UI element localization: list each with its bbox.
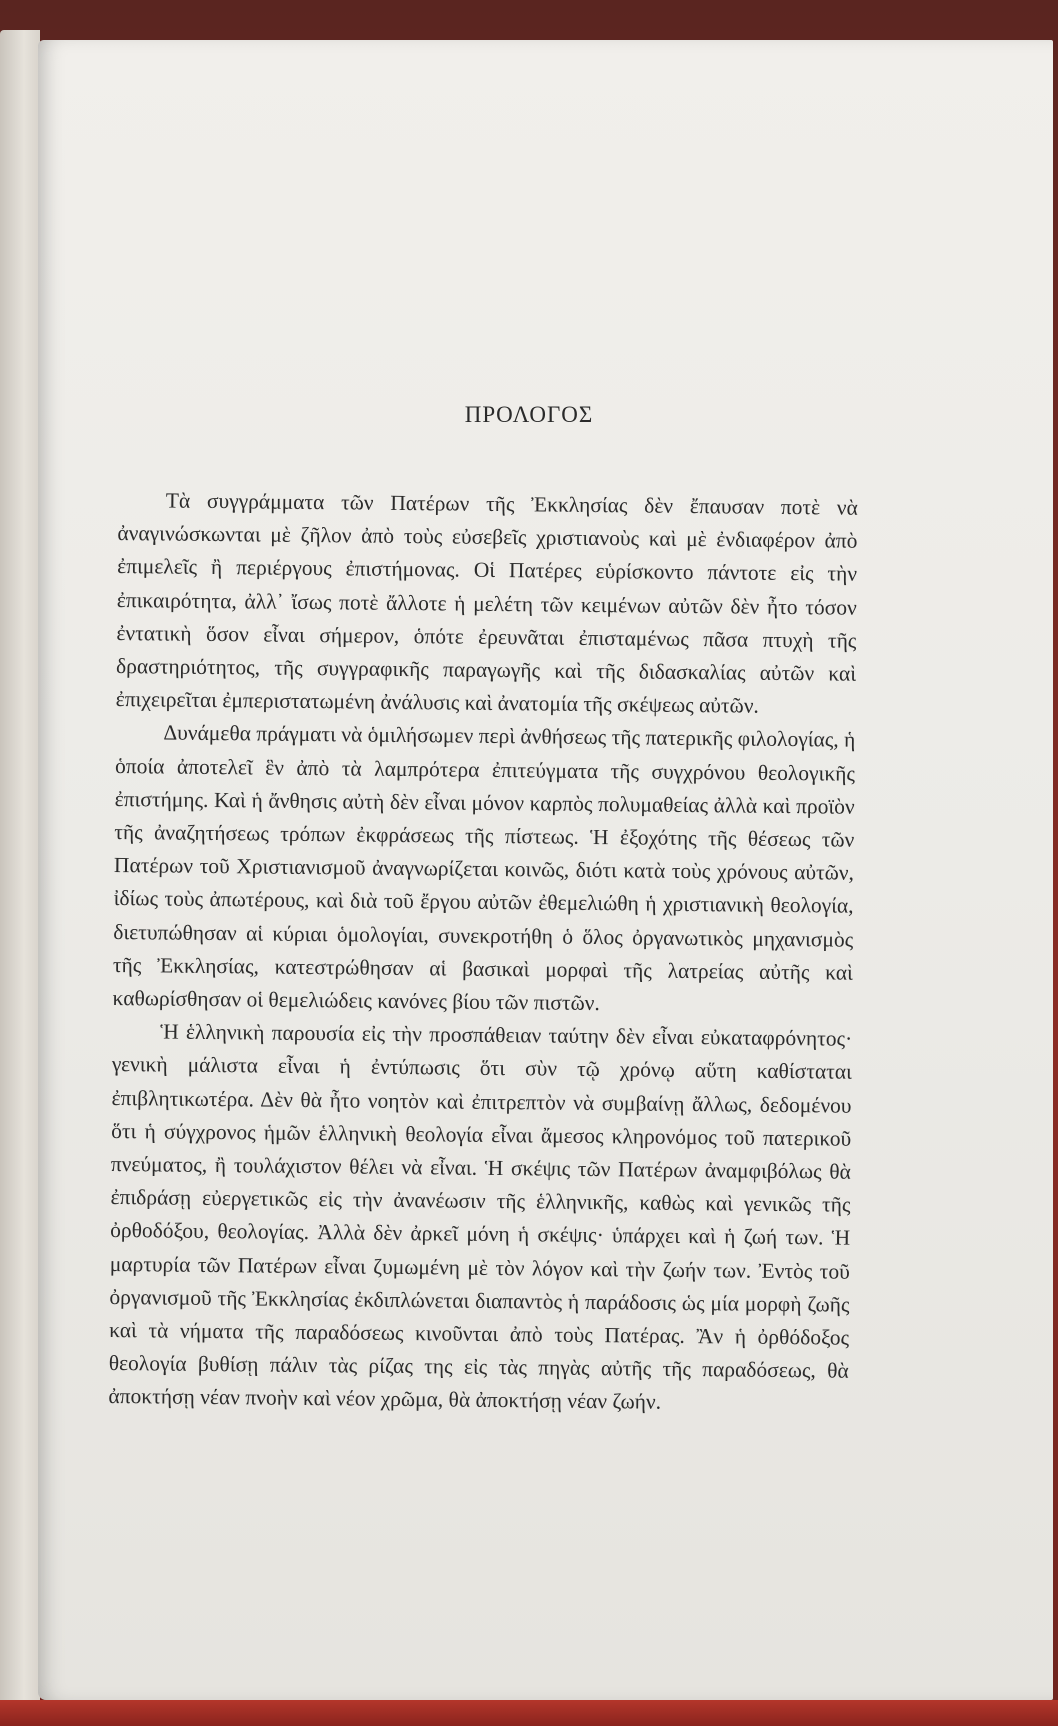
paragraph-1: Τὰ συγγράμματα τῶν Πατέρων τῆς Ἐκκλησίας δὲν ἔπαυσαν ποτὲ νὰ ἀναγινώσκωνται μὲ ζῆλον ἀπὸ τοὺς εὐσεβεῖς χριστιανοὺς καὶ μὲ ἐνδιαφέρον ἀπὸ ἐπιμελεῖς ἢ περιέργους ἐπιστήμονας. Οἱ Πατέρες εὑρίσκοντο πάντοτε εἰς τὴν ἐπικαιρότητα, ἀλλ᾽ ἴσως ποτὲ ἄλλοτε ἡ μελέτη τῶν κειμένων αὐτῶν δὲν ἦτο τόσον ἐντατικὴ ὅσον εἶναι σήμερον, ὁπότε ἐρευνᾶται ἐπισταμένως πᾶσα πτυχὴ τῆς δραστηριότητος, τῆς συγγραφικῆς παραγωγῆς καὶ τῆς διδασκαλίας αὐτῶν καὶ ἐπιχειρεῖται ἐμπεριστατωμένη ἀνάλυσις καὶ ἀνατομία τῆς σκέψεως αὐτῶν.	[115, 488, 858, 718]
paragraph-3: Ἡ ἑλληνικὴ παρουσία εἰς τὴν προσπάθειαν ταύτην δὲν εἶναι εὐκαταφρόνητος· γενικὴ μάλιστα εἶναι ἡ ἐντύπωσις ὅτι σὺν τῷ χρόνῳ αὕτη καθίσταται ἐπιβλητικωτέρα. Δὲν θὰ ἦτο νοητὸν καὶ ἐπιτρεπτὸν νὰ συμβαίνῃ ἄλλως, δεδομένου ὅτι ἡ σύγχρονος ἡμῶν ἑλληνικὴ θεολογία εἶναι ἄμεσος κληρονόμος τοῦ πατερικοῦ πνεύματος, ἢ τουλάχιστον θέλει νὰ εἶναι. Ἡ σκέψις τῶν Πατέρων ἀναμφιβόλως θὰ ἐπιδράσῃ εὐεργετικῶς εἰς τὴν ἀνανέωσιν τῆς ἑλληνικῆς, καθὼς καὶ γενικῶς τῆς ὀρθοδόξου, θεολογίας. Ἀλλὰ δὲν ἀρκεῖ μόνη ἡ σκέψις· ὑπάρχει καὶ ἡ ζωή των. Ἡ μαρτυρία τῶν Πατέρων εἶναι ζυμωμένη μὲ τὸν λόγον καὶ τὴν ζωήν των. Ἐντὸς τοῦ ὀργανισμοῦ τῆς Ἐκκλησίας ἐκδιπλώνεται διαπαντὸς ἡ παράδοσις ὡς μία μορφὴ ζωῆς καὶ τὰ νήματα τῆς παραδόσεως κινοῦνται ἀπὸ τοὺς Πατέρας. Ἂν ἡ ὀρθόδοξος θεολογία βυθίσῃ πάλιν τὰς ρίζας της εἰς τὰς πηγὰς αὐτῆς τῆς παραδόσεως, θὰ ἀποκτήσῃ νέαν πνοὴν καὶ νέον χρῶμα, θὰ ἀποκτήσῃ νέαν ζωήν.	[108, 1019, 853, 1415]
page-title: ΠΡΟΛΟΓΟΣ	[464, 402, 594, 427]
paragraph-2: Δυνάμεθα πράγματι νὰ ὁμιλήσωμεν περὶ ἀνθήσεως τῆς πατερικῆς φιλολογίας, ἡ ὁποία ἀποτελεῖ ἓν ἀπὸ τὰ λαμπρότερα ἐπιτεύγματα τῆς συγχρόνου θεολογικῆς ἐπιστήμης. Καὶ ἡ ἄνθησις αὐτὴ δὲν εἶναι μόνον καρπὸς πολυμαθείας ἀλλὰ καὶ προϊὸν τῆς ἀναζητήσεως τρόπων ἐκφράσεως τῆς πίστεως. Ἡ ἐξοχότης τῆς θέσεως τῶν Πατέρων τοῦ Χριστιανισμοῦ ἀναγνωρίζεται κοινῶς, διότι κατὰ τοὺς χρόνους αὐτῶν, ἰδίως τοὺς ἀπωτέρους, καὶ διὰ τοῦ ἔργου αὐτῶν ἐθεμελιώθη ἡ χριστιανικὴ θεολογία, διετυπώθησαν αἱ κύριαι ὁμολογίαι, συνεκροτήθη ὁ ὅλος ὀργανωτικὸς μηχανισμὸς τῆς Ἐκκλησίας, κατεστρώθησαν αἱ βασικαὶ μορφαὶ τῆς λατρείας αὐτῆς καὶ καθωρίσθησαν οἱ θεμελιώδεις κανόνες βίου τῶν πιστῶν.	[112, 720, 856, 1016]
body-text	[108, 484, 858, 1421]
book-page-edges	[0, 30, 40, 1710]
book-cover-edge	[0, 1700, 1058, 1726]
